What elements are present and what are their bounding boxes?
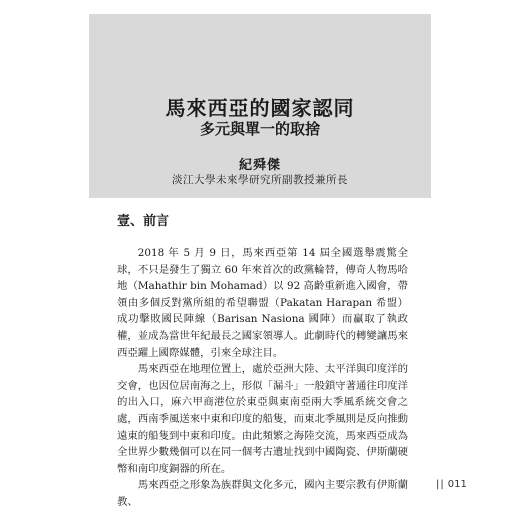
article-subtitle: 多元與單一的取捨: [199, 120, 320, 138]
author-affiliation: 淡江大學未來學研究所副教授兼所長: [172, 174, 348, 186]
title-banner: [89, 14, 431, 198]
page-number: 011: [447, 479, 467, 490]
section-heading: 壹、前言: [117, 214, 170, 229]
page-footer: [436, 479, 467, 490]
article-body: [117, 245, 408, 511]
paragraph: 2018 年 5 月 9 日，馬來西亞第 14 屆全國選舉震驚全球，不只是發生了獨立 60 年來首次的政黨輪替，傳奇人物馬哈地（Mahathir bin Mohamad）以 92 高齡重新進入國會，帶領由多個反對黨所組的希望聯盟（Pakatan Harapan 希盟）成功擊敗國民陣線（Barisan Nasiona 國陣）而贏取了執政權，並成為當世年紀最長之國家領導人。此劇時代的轉變讓馬來西亞躍上國際媒體，引來全球注目。: [117, 247, 408, 359]
paragraph: 馬來西亞在地理位置上，處於亞洲大陸、太平洋與印度洋的交會，也因位居南海之上，形似「漏斗」一般鎖守著通往印度洋的出入口，麻六甲商港位於東亞與東南亞兩大季風系統交會之處，西南季風送來中東和印度的船隻，而東北季風則是反向推動遠東的船隻到中東和印度。由此頻繁之海陸交流，馬來西亞成為全世界少數幾個可以在同一個考古遺址找到中國陶瓷、伊斯蘭硬幣和南印度銅器的所在。: [117, 363, 408, 475]
author-name: 紀舜傑: [238, 158, 281, 173]
article-title: 馬來西亞的國家認同: [165, 96, 355, 120]
footer-separator: ||: [436, 479, 445, 490]
paragraph: 馬來西亞之形象為族群與文化多元，國內主要宗教有伊斯蘭教、: [117, 479, 408, 508]
